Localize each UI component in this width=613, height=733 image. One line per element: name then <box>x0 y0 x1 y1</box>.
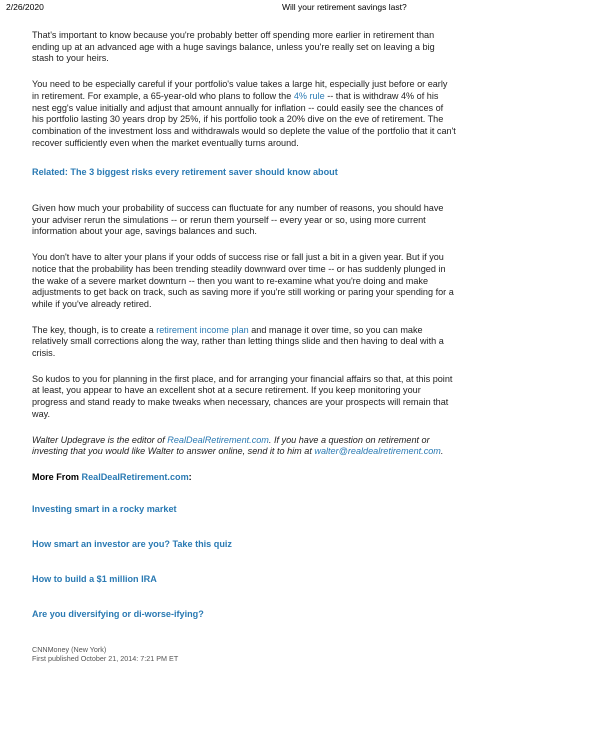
more-link-investing-smart[interactable]: Investing smart in a rocky market <box>32 503 177 514</box>
article-body <box>32 30 456 664</box>
related-article-link[interactable]: Related: The 3 biggest risks every retirement saver should know about <box>32 167 338 178</box>
paragraph-4: You don't have to alter your plans if your odds of success rise or fall just a bit in a given year. But if you notice that the probability has been trending steadily downward over time -- or has suddenly plunged in the wake of a severe market downturn -- then you want to re-examine what you're doing and make adjustments to get back on track, such as saving more if you're still working or paring your spending for a while if you've already retired. <box>32 252 454 309</box>
more-link-million-ira[interactable]: How to build a $1 million IRA <box>32 574 157 585</box>
more-from-site-link[interactable]: RealDealRetirement.com <box>81 471 189 482</box>
paragraph-5 <box>32 325 456 360</box>
author-bio-text-c: . <box>440 446 444 457</box>
paragraph-5-text-a: The key, though, is to create a <box>32 324 157 335</box>
paragraph-6: So kudos to you for planning in the first place, and for arranging your financial affairs so that, at this point at least, you appear to have an excellent shot at a secure retirement. If you keep monitoring your progress and stand ready to make tweaks when necessary, chances are your prospects will remain that way. <box>32 373 453 419</box>
author-bio-text-a: Walter Updegrave is the editor of <box>32 434 168 445</box>
retirement-income-plan-link[interactable]: retirement income plan <box>156 324 249 335</box>
author-email-link[interactable]: walter@realdealretirement.com <box>314 446 441 457</box>
print-date: 2/26/2020 <box>6 2 44 12</box>
more-from-heading <box>32 472 456 484</box>
print-title: Will your retirement savings last? <box>282 2 407 12</box>
more-from-colon: : <box>188 471 192 482</box>
more-from-label: More From <box>32 471 82 482</box>
more-link-diversifying[interactable]: Are you diversifying or di-worse-ifying? <box>32 609 204 620</box>
four-percent-rule-link[interactable]: 4% rule <box>293 90 325 101</box>
author-bio-text-b: . If you have a question on retirement or investing that you would like Walter to answer online, send it to him at <box>32 434 430 457</box>
footer-published: First published October 21, 2014: 7:21 PM ET <box>32 654 179 663</box>
more-link-investor-quiz[interactable]: How smart an investor are you? Take this quiz <box>32 538 232 549</box>
author-bio <box>32 435 456 458</box>
article-footer <box>32 645 456 664</box>
paragraph-2 <box>32 79 456 149</box>
paragraph-2-text-b: -- that is withdraw 4% of his nest egg's value initially and adjust that amount annually for inflation -- could easily see the chances of his portfolio lasting 30 years drop by 25%, if his portfolio took a 20% dive on the eve of retirement. The combination of the investment loss and withdrawals would so deplete the value of the portfolio that it can't recover sufficiently even when the market eventually turns around. <box>32 90 456 148</box>
print-header <box>0 0 613 14</box>
paragraph-3: Given how much your probability of success can fluctuate for any number of reasons, you should have your adviser rerun the simulations -- or rerun them yourself -- every year or so, using more current information about your age, savings balances and such. <box>32 203 444 237</box>
realdealretirement-link[interactable]: RealDealRetirement.com <box>167 434 269 445</box>
paragraph-2-text-a: You need to be especially careful if your portfolio's value takes a large hit, especially just before or early in retirement. For example, a 65-year-old who plans to follow the <box>32 79 448 101</box>
paragraph-1: That's important to know because you're probably better off spending more earlier in retirement than ending up at an advanced age with a huge savings balance, unless you're really set on leaving a big stash to your heirs. <box>32 30 435 64</box>
paragraph-5-text-b: and manage it over time, so you can make relatively small corrections along the way, rather than letting things slide and then having to deal with a crisis. <box>32 324 444 359</box>
footer-source: CNNMoney (New York) <box>32 644 107 654</box>
